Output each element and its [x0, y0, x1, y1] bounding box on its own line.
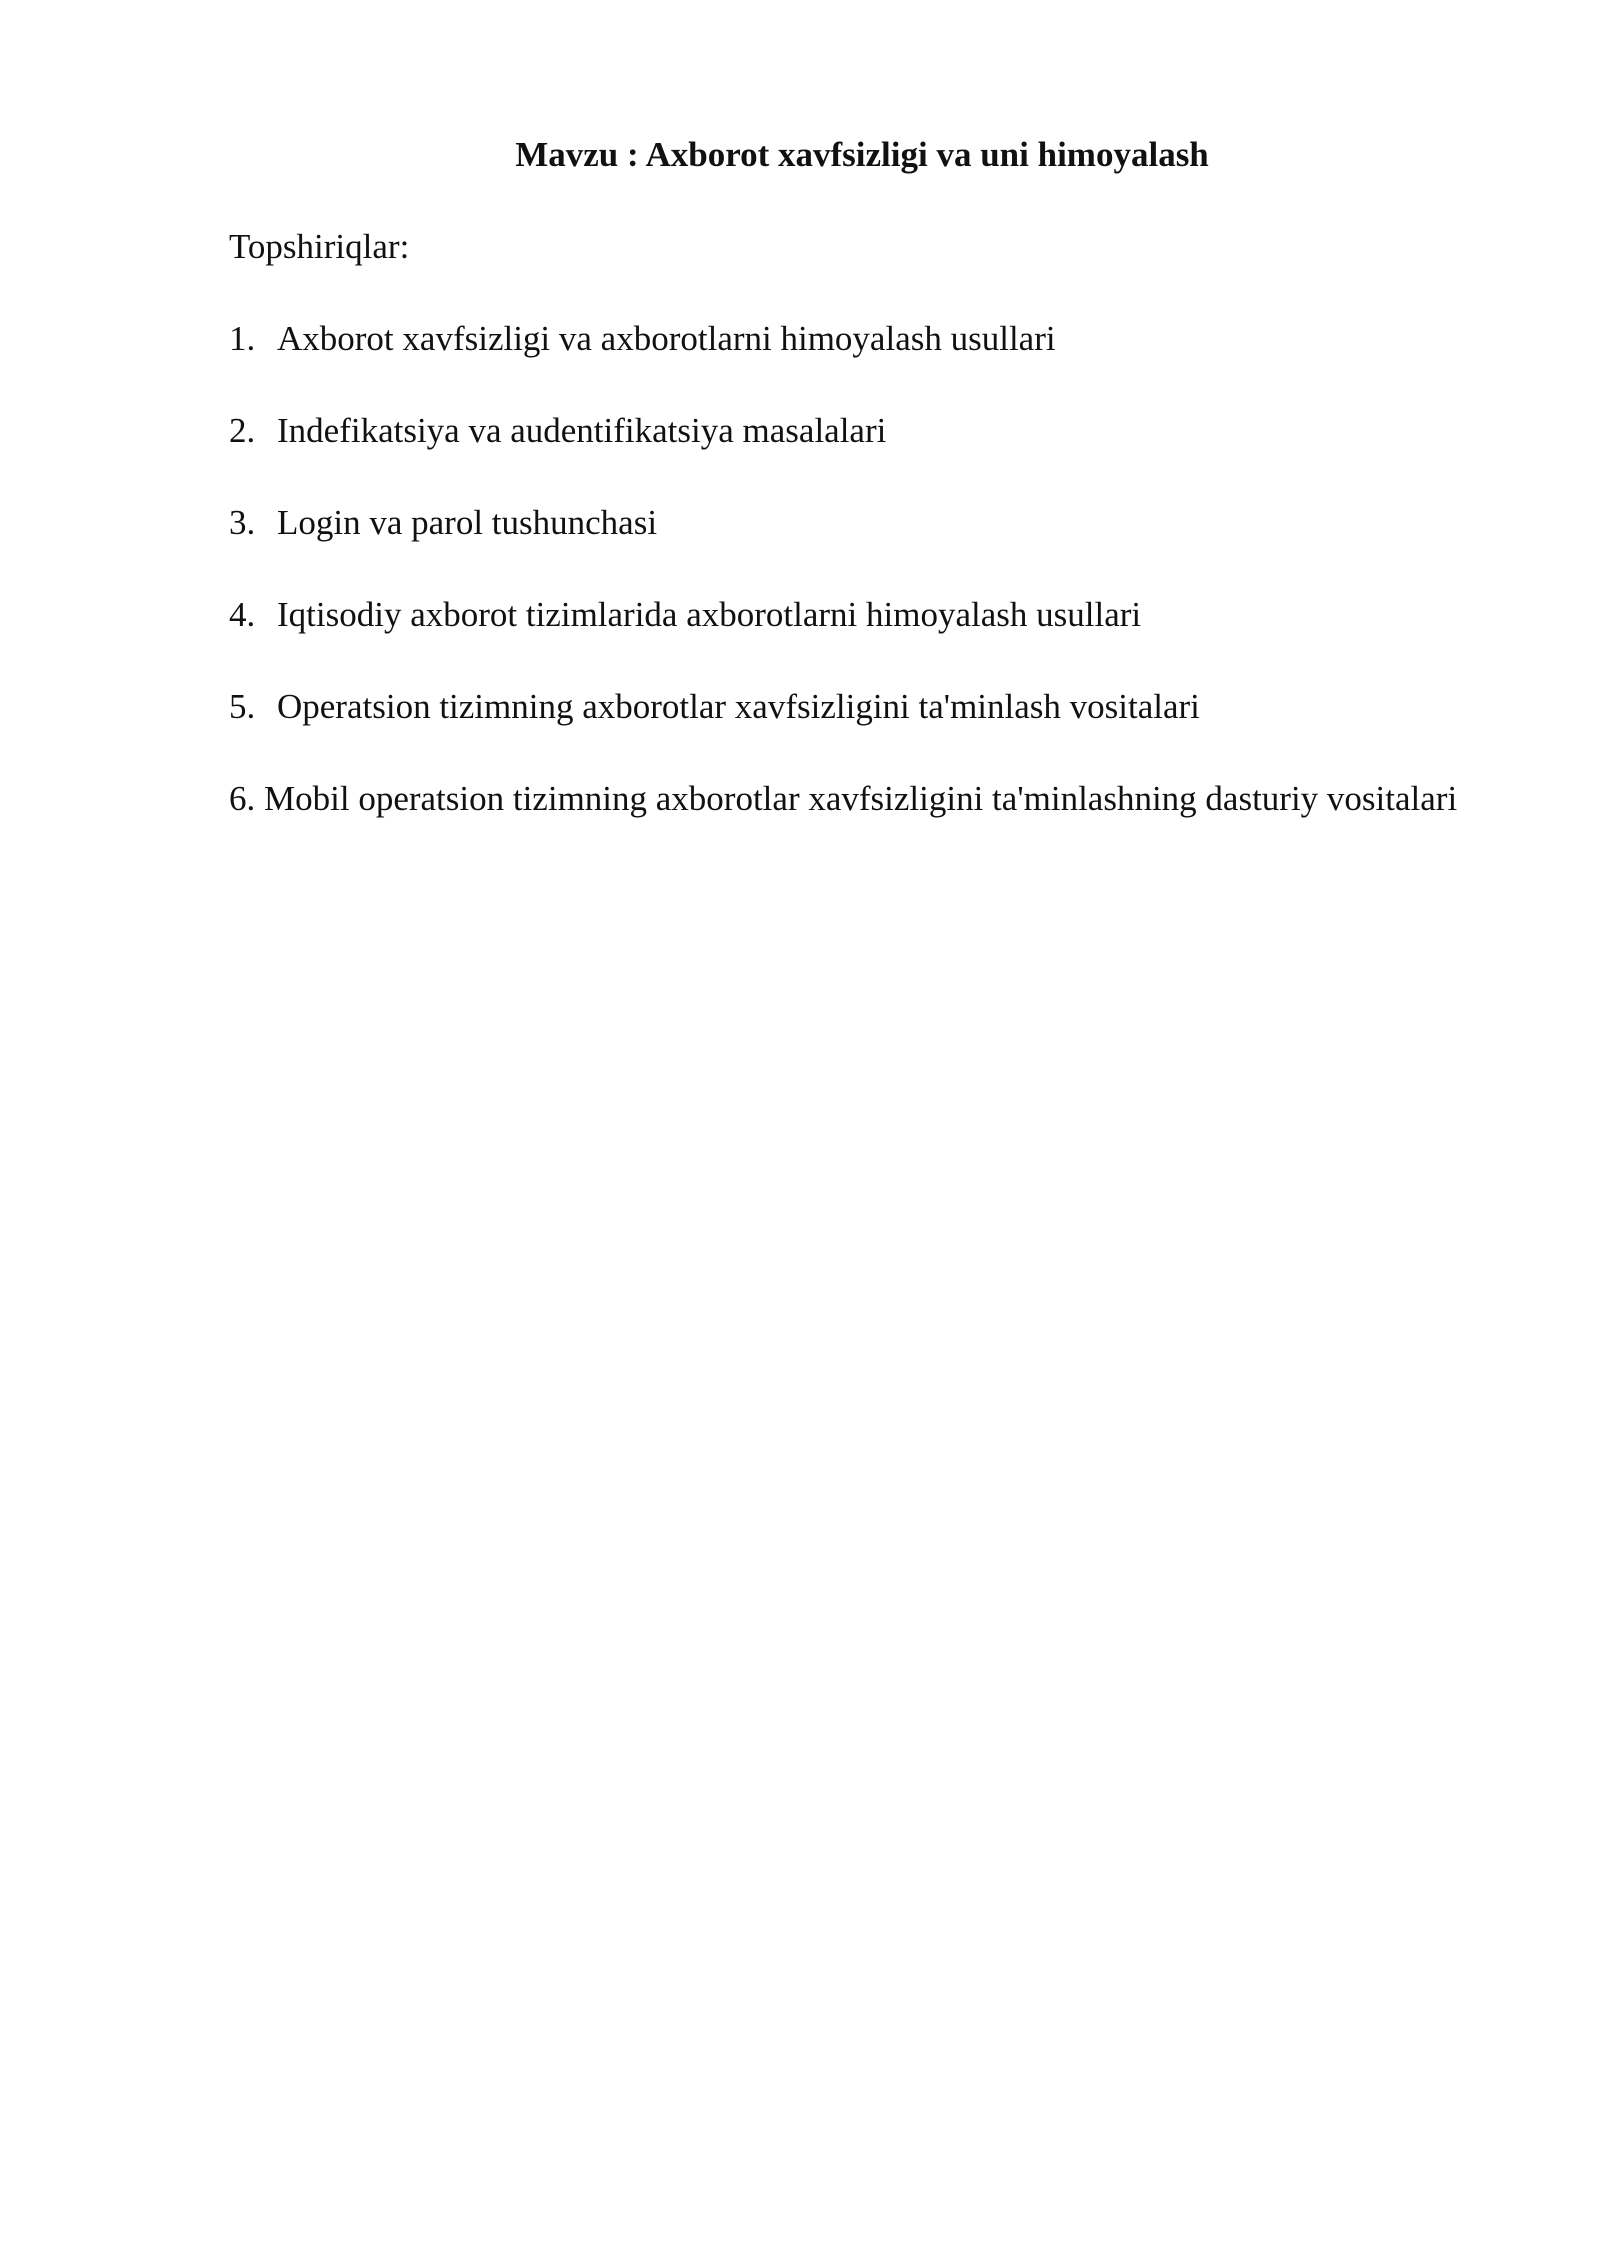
task-text: Mobil operatsion tizimning axborotlar xavfsizligini ta'minlashning dasturiy vositalari [264, 779, 1458, 818]
task-number: 6. [229, 779, 256, 818]
task-text: Indefikatsiya va audentifikatsiya masalalari [277, 411, 887, 450]
task-item-6 [229, 766, 1487, 832]
task-text: Operatsion tizimning axborotlar xavfsizligini ta'minlash vositalari [277, 687, 1200, 726]
task-text: Iqtisodiy axborot tizimlarida axborotlarni himoyalash usullari [277, 595, 1142, 634]
task-item-1 [229, 314, 1487, 364]
task-item-2 [229, 406, 1487, 456]
task-text: Login va parol tushunchasi [277, 503, 658, 542]
tasks-heading: Topshiriqlar: [229, 227, 410, 266]
task-text: Axborot xavfsizligi va axborotlarni himoyalash usullari [277, 319, 1056, 358]
task-number: 2. [229, 411, 256, 450]
task-item-5 [229, 682, 1487, 732]
task-item-4 [229, 590, 1487, 640]
task-number: 4. [229, 595, 256, 634]
document-content [229, 130, 1487, 874]
document-title: Mavzu : Axborot xavfsizligi va uni himoyalash [515, 135, 1209, 174]
task-number: 5. [229, 687, 256, 726]
task-item-3 [229, 498, 1487, 548]
task-number: 1. [229, 319, 256, 358]
task-number: 3. [229, 503, 256, 542]
